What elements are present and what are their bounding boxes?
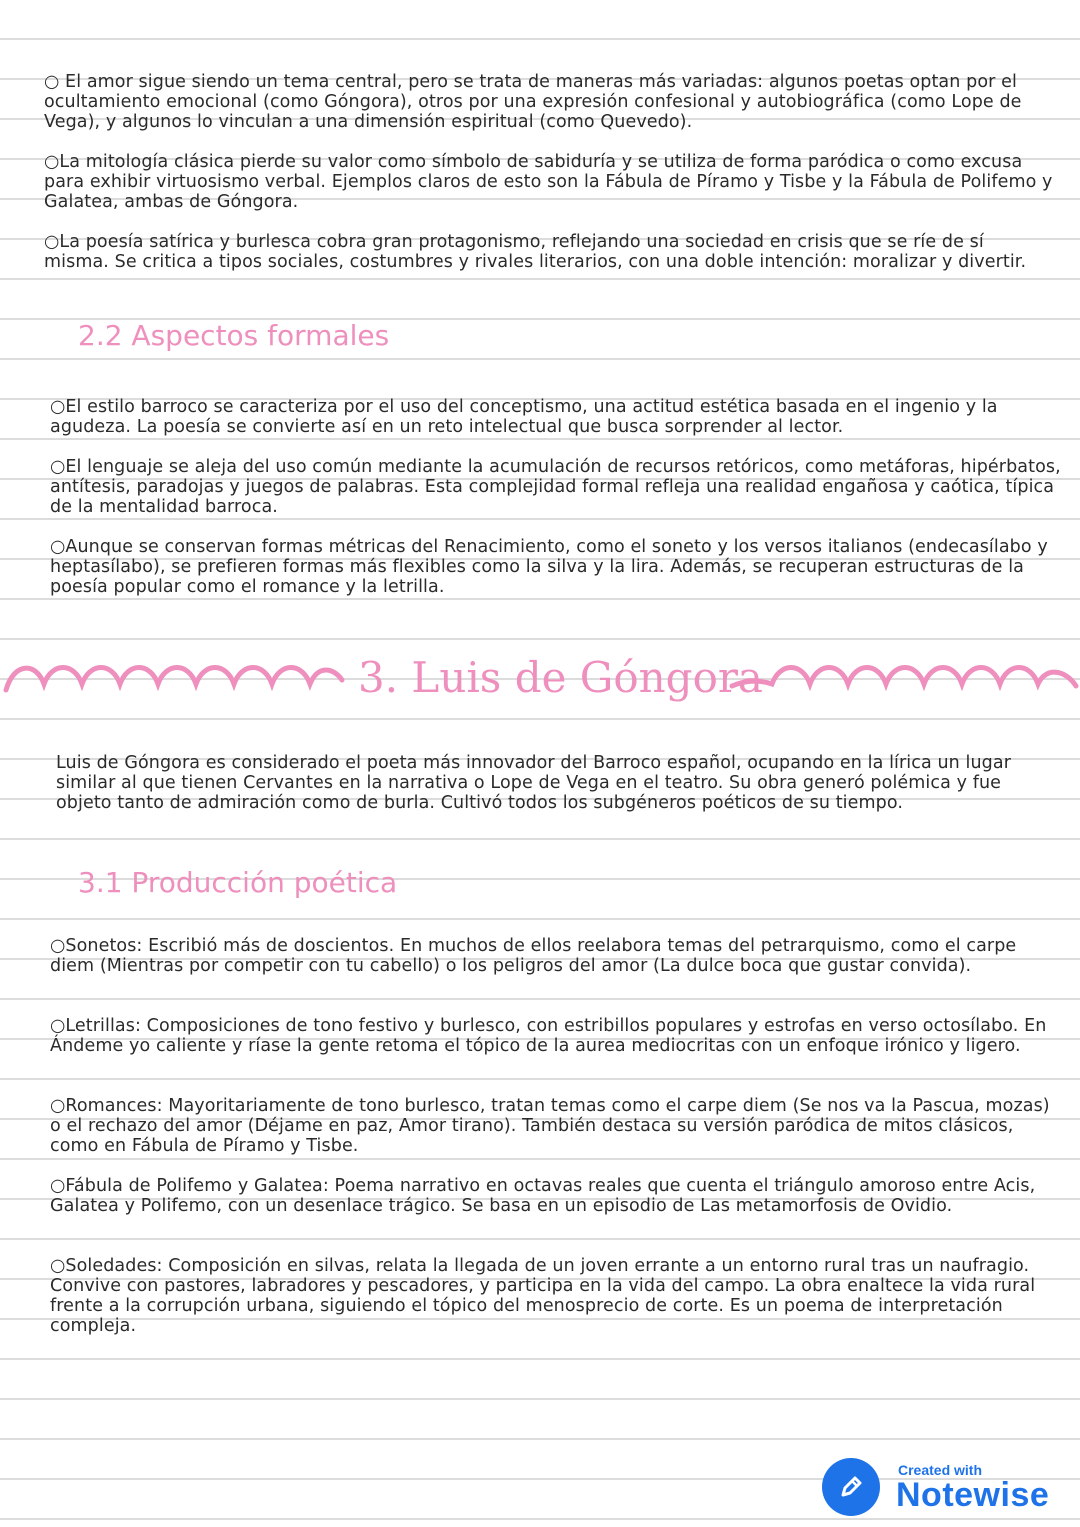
section-title-text: 3. Luis de Góngora xyxy=(358,653,763,702)
notewise-logo xyxy=(822,1458,880,1516)
heading-formal-aspects: 2.2 Aspectos formales xyxy=(78,319,390,352)
intro-point-satire: ○La poesía satírica y burlesca cobra gran protagonismo, reflejando una sociedad en crisis que se ríe de sí misma. Se critica a tipos sociales, costumbres y rivales literarios, con una doble intención: moralizar y divertir. xyxy=(44,232,1027,272)
heading-poetic-production: 3.1 Producción poética xyxy=(78,866,398,899)
badge-notewise: Notewise xyxy=(896,1476,1050,1514)
production-point-letrillas: ○Letrillas: Composiciones de tono festivo y burlesco, con estribillos populares y estrofas en verso octosílabo. En Ándeme yo caliente y ríase la gente retoma el tópico de la aurea mediocritas con un enfoque irónico y ligero. xyxy=(50,1016,1047,1056)
production-point-soledades: ○Soledades: Composición en silvas, relata la llegada de un joven errante a un entorno rural tras un naufragio. Convive con pastores, labradores y pescadores, y participa en la vida del campo. La obra enaltece la vida rural frente a la corrupción urbana, siguiendo el tópico del menosprecio de corte. Es un poema de interpretación compleja. xyxy=(50,1256,1036,1336)
section-title-gongora xyxy=(0,640,1080,720)
gongora-intro: Luis de Góngora es considerado el poeta más innovador del Barroco español, ocupando en la lírica un lugar similar al que tienen Cervantes en la narrativa o Lope de Vega en el teatro. Su obra generó polémica y fue objeto tanto de admiración como de burla. Cultivó todos los subgéneros poéticos de su tiempo. xyxy=(56,753,1011,813)
badge-created-with: Created with xyxy=(898,1462,983,1478)
intro-point-love: ○ El amor sigue siendo un tema central, pero se trata de maneras más variadas: algunos poetas optan por el ocultamiento emocional (como Góngora), otros por una expresión confesional y autobiográfica (como Lope de Vega), y algunos lo vinculan a una dimensión espiritual (como Quevedo). xyxy=(44,72,1022,132)
production-point-romances: ○Romances: Mayoritariamente de tono burlesco, tratan temas como el carpe diem (Se nos va la Pascua, mozas) o el rechazo del amor (Déjame en paz, Amor tirano). También destaca su versión paródica de mitos clásicos, como en Fábula de Píramo y Tisbe. xyxy=(50,1096,1050,1156)
production-point-polifemo: ○Fábula de Polifemo y Galatea: Poema narrativo en octavas reales que cuenta el triángulo amoroso entre Acis, Galatea y Polifemo, con un desenlace trágico. Se basa en un episodio de Las metamorfosis de Ovidio. xyxy=(50,1176,1036,1216)
intro-point-mythology: ○La mitología clásica pierde su valor como símbolo de sabiduría y se utiliza de forma paródica o como excusa para exhibir virtuosismo verbal. Ejemplos claros de esto son la Fábula de Píramo y Tisbe y la Fábula de Polifemo y Galatea, ambas de Góngora. xyxy=(44,152,1053,212)
formal-point-conceptismo: ○El estilo barroco se caracteriza por el uso del conceptismo, una actitud estética basada en el ingenio y la agudeza. La poesía se convierte así en un reto intelectual que busca sorprender al lector. xyxy=(50,397,998,437)
formal-point-language: ○El lenguaje se aleja del uso común mediante la acumulación de recursos retóricos, como metáforas, hipérbatos, antítesis, paradojas y juegos de palabras. Esta complejidad formal refleja una realidad engañosa y caótica, típica de la mentalidad barroca. xyxy=(50,457,1061,517)
pencil-icon xyxy=(836,1472,866,1502)
notewise-badge xyxy=(822,1458,1072,1518)
formal-point-metrics: ○Aunque se conservan formas métricas del Renacimiento, como el soneto y los versos italianos (endecasílabo y heptasílabo), se prefieren formas más flexibles como la silva y la lira. Además, se recuperan estructuras de la poesía popular como el romance y la letrilla. xyxy=(50,537,1048,597)
production-point-sonetos: ○Sonetos: Escribió más de doscientos. En muchos de ellos reelabora temas del petrarquismo, como el carpe diem (Mientras por competir con tu cabello) o los peligros del amor (La dulce boca que gustar convida). xyxy=(50,936,1017,976)
